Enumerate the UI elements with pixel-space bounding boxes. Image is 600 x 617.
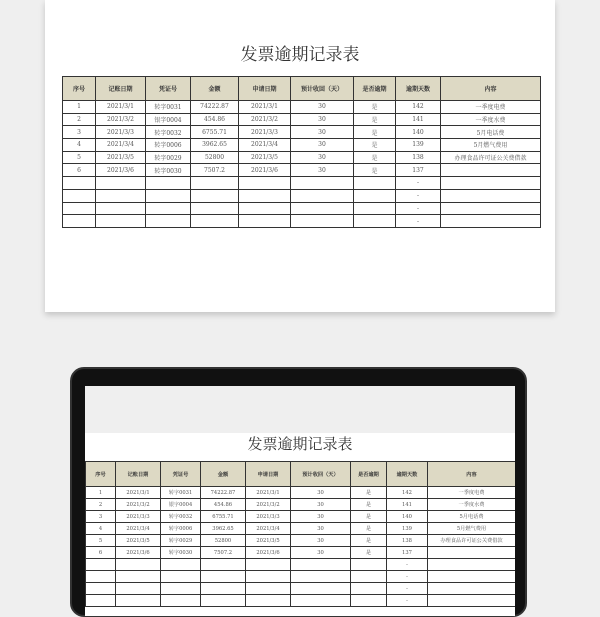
table-cell bbox=[291, 202, 354, 215]
table-cell: 一季度电费 bbox=[428, 487, 516, 499]
table-cell: 2021/3/4 bbox=[239, 139, 291, 152]
table-cell bbox=[116, 559, 161, 571]
table-cell: 转字0006 bbox=[161, 523, 201, 535]
table-cell bbox=[441, 215, 541, 228]
table-cell bbox=[191, 177, 239, 190]
table-cell bbox=[191, 202, 239, 215]
table-cell bbox=[354, 189, 396, 202]
table-cell: - bbox=[396, 177, 441, 190]
table-cell bbox=[86, 559, 116, 571]
table-cell: 1 bbox=[63, 101, 96, 114]
table-row bbox=[63, 139, 541, 152]
table-cell: 转字0032 bbox=[161, 511, 201, 523]
table-cell: 2021/3/4 bbox=[116, 523, 161, 535]
column-header: 申请日期 bbox=[246, 462, 291, 487]
table-cell: 142 bbox=[387, 487, 428, 499]
table-cell bbox=[63, 189, 96, 202]
table-cell: - bbox=[396, 202, 441, 215]
table-cell bbox=[161, 559, 201, 571]
table-cell: 转字0031 bbox=[161, 487, 201, 499]
table-cell bbox=[161, 583, 201, 595]
table-cell: 5 bbox=[63, 151, 96, 164]
table-cell: 140 bbox=[387, 511, 428, 523]
table-row bbox=[63, 101, 541, 114]
column-header: 金额 bbox=[191, 77, 239, 101]
table-cell: 139 bbox=[387, 523, 428, 535]
table-cell bbox=[146, 202, 191, 215]
table-cell: 454.86 bbox=[201, 499, 246, 511]
table-cell: 银字0004 bbox=[161, 499, 201, 511]
table-cell: 7507.2 bbox=[191, 164, 239, 177]
table-cell bbox=[428, 547, 516, 559]
table-cell bbox=[239, 202, 291, 215]
table-row bbox=[86, 523, 516, 535]
table-cell: 74222.87 bbox=[191, 101, 239, 114]
table-cell: 142 bbox=[396, 101, 441, 114]
table-cell: 2021/3/6 bbox=[246, 547, 291, 559]
column-header: 记账日期 bbox=[96, 77, 146, 101]
table-cell bbox=[116, 583, 161, 595]
table-cell: 转字0030 bbox=[161, 547, 201, 559]
table-cell bbox=[146, 215, 191, 228]
table-cell: 454.86 bbox=[191, 113, 239, 126]
table-cell: 办理食品许可证公关费借款 bbox=[428, 535, 516, 547]
table-cell: 2021/3/2 bbox=[246, 499, 291, 511]
table-cell bbox=[354, 202, 396, 215]
table-cell bbox=[96, 215, 146, 228]
table-cell: 是 bbox=[354, 126, 396, 139]
table-cell bbox=[441, 202, 541, 215]
table-cell bbox=[191, 215, 239, 228]
table-cell: 141 bbox=[387, 499, 428, 511]
table-cell bbox=[246, 571, 291, 583]
document-title: 发票逾期记录表 bbox=[240, 45, 360, 65]
table-cell: 是 bbox=[351, 523, 387, 535]
table-cell: 4 bbox=[86, 523, 116, 535]
table-cell bbox=[86, 571, 116, 583]
table-cell: 是 bbox=[354, 139, 396, 152]
table-row bbox=[86, 571, 516, 583]
table-cell bbox=[161, 595, 201, 607]
table-cell: 7507.2 bbox=[201, 547, 246, 559]
table-cell: 2021/3/4 bbox=[246, 523, 291, 535]
table-cell bbox=[63, 215, 96, 228]
table-cell bbox=[116, 595, 161, 607]
column-header: 内容 bbox=[428, 462, 516, 487]
table-cell bbox=[351, 571, 387, 583]
screen-sheet bbox=[85, 433, 515, 616]
table-cell: 3 bbox=[63, 126, 96, 139]
table-cell: 3962.65 bbox=[201, 523, 246, 535]
table-cell: 137 bbox=[396, 164, 441, 177]
table-cell bbox=[291, 583, 351, 595]
column-header: 是否逾期 bbox=[354, 77, 396, 101]
table-cell: 2021/3/4 bbox=[96, 139, 146, 152]
table-cell: 30 bbox=[291, 547, 351, 559]
screen-document-title: 发票逾期记录表 bbox=[247, 435, 353, 453]
table-cell: 30 bbox=[291, 535, 351, 547]
column-header: 逾期天数 bbox=[396, 77, 441, 101]
table-cell: 5月燃气费用 bbox=[441, 139, 541, 152]
table-cell: 30 bbox=[291, 487, 351, 499]
column-header: 序号 bbox=[63, 77, 96, 101]
table-row bbox=[86, 547, 516, 559]
table-cell: 2021/3/6 bbox=[96, 164, 146, 177]
column-header: 是否逾期 bbox=[351, 462, 387, 487]
table-cell: 转字0006 bbox=[146, 139, 191, 152]
table-cell: 2021/3/1 bbox=[246, 487, 291, 499]
table-cell bbox=[161, 571, 201, 583]
table-cell: 是 bbox=[351, 499, 387, 511]
table-row bbox=[86, 559, 516, 571]
table-cell: 30 bbox=[291, 499, 351, 511]
table-cell: 2021/3/1 bbox=[116, 487, 161, 499]
table-cell: 2021/3/2 bbox=[239, 113, 291, 126]
table-cell: 是 bbox=[351, 535, 387, 547]
table-cell: - bbox=[387, 571, 428, 583]
header-row bbox=[86, 462, 516, 487]
table-cell: 转字0029 bbox=[161, 535, 201, 547]
table-cell bbox=[201, 583, 246, 595]
column-header: 预计收回（天） bbox=[291, 462, 351, 487]
table-cell bbox=[239, 177, 291, 190]
table-cell bbox=[441, 164, 541, 177]
table-cell: 52800 bbox=[191, 151, 239, 164]
table-cell bbox=[428, 559, 516, 571]
table-cell: - bbox=[396, 189, 441, 202]
table-cell bbox=[96, 189, 146, 202]
table-cell: 转字0032 bbox=[146, 126, 191, 139]
table-cell: 3 bbox=[86, 511, 116, 523]
table-cell: 2021/3/5 bbox=[116, 535, 161, 547]
table-cell bbox=[201, 571, 246, 583]
table-cell: 转字0030 bbox=[146, 164, 191, 177]
table-cell: - bbox=[387, 583, 428, 595]
table-cell bbox=[246, 559, 291, 571]
table-cell: 2021/3/5 bbox=[96, 151, 146, 164]
document-preview bbox=[45, 0, 555, 312]
table-cell: 一季度水费 bbox=[428, 499, 516, 511]
header-row bbox=[63, 77, 541, 101]
table-cell bbox=[201, 595, 246, 607]
table-cell bbox=[428, 595, 516, 607]
table-cell: 30 bbox=[291, 511, 351, 523]
table-row bbox=[86, 499, 516, 511]
column-header: 序号 bbox=[86, 462, 116, 487]
table-row bbox=[86, 487, 516, 499]
table-cell: 5月燃气费用 bbox=[428, 523, 516, 535]
table-row bbox=[63, 126, 541, 139]
table-cell: 74222.87 bbox=[201, 487, 246, 499]
table-cell bbox=[441, 189, 541, 202]
table-cell bbox=[428, 583, 516, 595]
table-cell: 30 bbox=[291, 523, 351, 535]
table-cell bbox=[351, 595, 387, 607]
table-cell: 6 bbox=[86, 547, 116, 559]
table-row bbox=[63, 189, 541, 202]
table-row bbox=[63, 202, 541, 215]
table-cell: 5月电话费 bbox=[441, 126, 541, 139]
table-cell: 137 bbox=[387, 547, 428, 559]
table-cell bbox=[63, 177, 96, 190]
table-cell: 一季度水费 bbox=[441, 113, 541, 126]
table-cell: 2021/3/3 bbox=[239, 126, 291, 139]
laptop-screen bbox=[85, 386, 515, 616]
table-cell: 6755.71 bbox=[191, 126, 239, 139]
table-cell bbox=[63, 202, 96, 215]
table-cell: 2 bbox=[63, 113, 96, 126]
table-cell: 是 bbox=[351, 547, 387, 559]
column-header: 凭证号 bbox=[161, 462, 201, 487]
table-cell: 6 bbox=[63, 164, 96, 177]
invoice-table bbox=[62, 76, 541, 228]
table-cell: 2021/3/3 bbox=[116, 511, 161, 523]
table-cell bbox=[354, 177, 396, 190]
table-cell: 138 bbox=[396, 151, 441, 164]
table-cell: - bbox=[396, 215, 441, 228]
table-cell: 141 bbox=[396, 113, 441, 126]
column-header: 申请日期 bbox=[239, 77, 291, 101]
table-cell bbox=[146, 189, 191, 202]
table-cell: 转字0031 bbox=[146, 101, 191, 114]
table-cell bbox=[191, 189, 239, 202]
table-cell: 1 bbox=[86, 487, 116, 499]
table-cell: 2021/3/6 bbox=[116, 547, 161, 559]
table-cell bbox=[86, 595, 116, 607]
table-cell bbox=[146, 177, 191, 190]
table-cell: 是 bbox=[354, 164, 396, 177]
table-row bbox=[63, 177, 541, 190]
table-cell: 2 bbox=[86, 499, 116, 511]
table-cell bbox=[246, 595, 291, 607]
table-cell: 6755.71 bbox=[201, 511, 246, 523]
table-cell: 2021/3/1 bbox=[239, 101, 291, 114]
table-cell: 5月电话费 bbox=[428, 511, 516, 523]
table-cell: 2021/3/2 bbox=[96, 113, 146, 126]
table-cell: 30 bbox=[291, 151, 354, 164]
table-cell: 银字0004 bbox=[146, 113, 191, 126]
column-header: 预计收回（天） bbox=[291, 77, 354, 101]
table-cell: 是 bbox=[351, 487, 387, 499]
table-cell bbox=[96, 202, 146, 215]
table-cell: 139 bbox=[396, 139, 441, 152]
table-cell: - bbox=[387, 595, 428, 607]
table-cell: 3962.65 bbox=[191, 139, 239, 152]
table-cell bbox=[291, 189, 354, 202]
table-cell bbox=[291, 571, 351, 583]
table-cell: 是 bbox=[354, 101, 396, 114]
table-cell bbox=[441, 177, 541, 190]
table-cell: 5 bbox=[86, 535, 116, 547]
table-cell: 2021/3/3 bbox=[246, 511, 291, 523]
table-cell: 30 bbox=[291, 113, 354, 126]
table-cell: 30 bbox=[291, 101, 354, 114]
table-cell: 转字0029 bbox=[146, 151, 191, 164]
table-cell bbox=[239, 189, 291, 202]
table-cell: 30 bbox=[291, 126, 354, 139]
table-row bbox=[86, 511, 516, 523]
table-cell: 一季度电费 bbox=[441, 101, 541, 114]
laptop-mockup bbox=[70, 367, 527, 617]
table-cell: - bbox=[387, 559, 428, 571]
table-row bbox=[63, 164, 541, 177]
table-cell bbox=[96, 177, 146, 190]
column-header: 内容 bbox=[441, 77, 541, 101]
table-cell: 2021/3/5 bbox=[239, 151, 291, 164]
column-header: 记账日期 bbox=[116, 462, 161, 487]
table-row bbox=[86, 535, 516, 547]
table-row bbox=[63, 113, 541, 126]
table-cell bbox=[354, 215, 396, 228]
table-row bbox=[63, 151, 541, 164]
table-cell bbox=[351, 583, 387, 595]
table-cell: 2021/3/1 bbox=[96, 101, 146, 114]
table-cell bbox=[201, 559, 246, 571]
table-row bbox=[63, 215, 541, 228]
table-cell: 52800 bbox=[201, 535, 246, 547]
table-cell: 140 bbox=[396, 126, 441, 139]
table-cell bbox=[428, 571, 516, 583]
table-cell bbox=[246, 583, 291, 595]
screen-invoice-table bbox=[85, 461, 515, 607]
table-cell: 是 bbox=[354, 113, 396, 126]
table-cell bbox=[351, 559, 387, 571]
table-cell bbox=[86, 583, 116, 595]
table-row bbox=[86, 595, 516, 607]
table-cell bbox=[291, 559, 351, 571]
table-cell: 办理食品许可证公关费借款 bbox=[441, 151, 541, 164]
table-cell: 2021/3/6 bbox=[239, 164, 291, 177]
table-row bbox=[86, 583, 516, 595]
column-header: 逾期天数 bbox=[387, 462, 428, 487]
table-cell: 2021/3/2 bbox=[116, 499, 161, 511]
table-cell: 4 bbox=[63, 139, 96, 152]
table-cell bbox=[291, 595, 351, 607]
table-cell bbox=[239, 215, 291, 228]
table-cell: 138 bbox=[387, 535, 428, 547]
column-header: 凭证号 bbox=[146, 77, 191, 101]
table-cell bbox=[116, 571, 161, 583]
column-header: 金额 bbox=[201, 462, 246, 487]
table-cell: 2021/3/5 bbox=[246, 535, 291, 547]
table-cell bbox=[291, 177, 354, 190]
table-cell: 30 bbox=[291, 164, 354, 177]
table-cell: 2021/3/3 bbox=[96, 126, 146, 139]
table-cell bbox=[291, 215, 354, 228]
table-cell: 是 bbox=[354, 151, 396, 164]
table-cell: 30 bbox=[291, 139, 354, 152]
table-cell: 是 bbox=[351, 511, 387, 523]
